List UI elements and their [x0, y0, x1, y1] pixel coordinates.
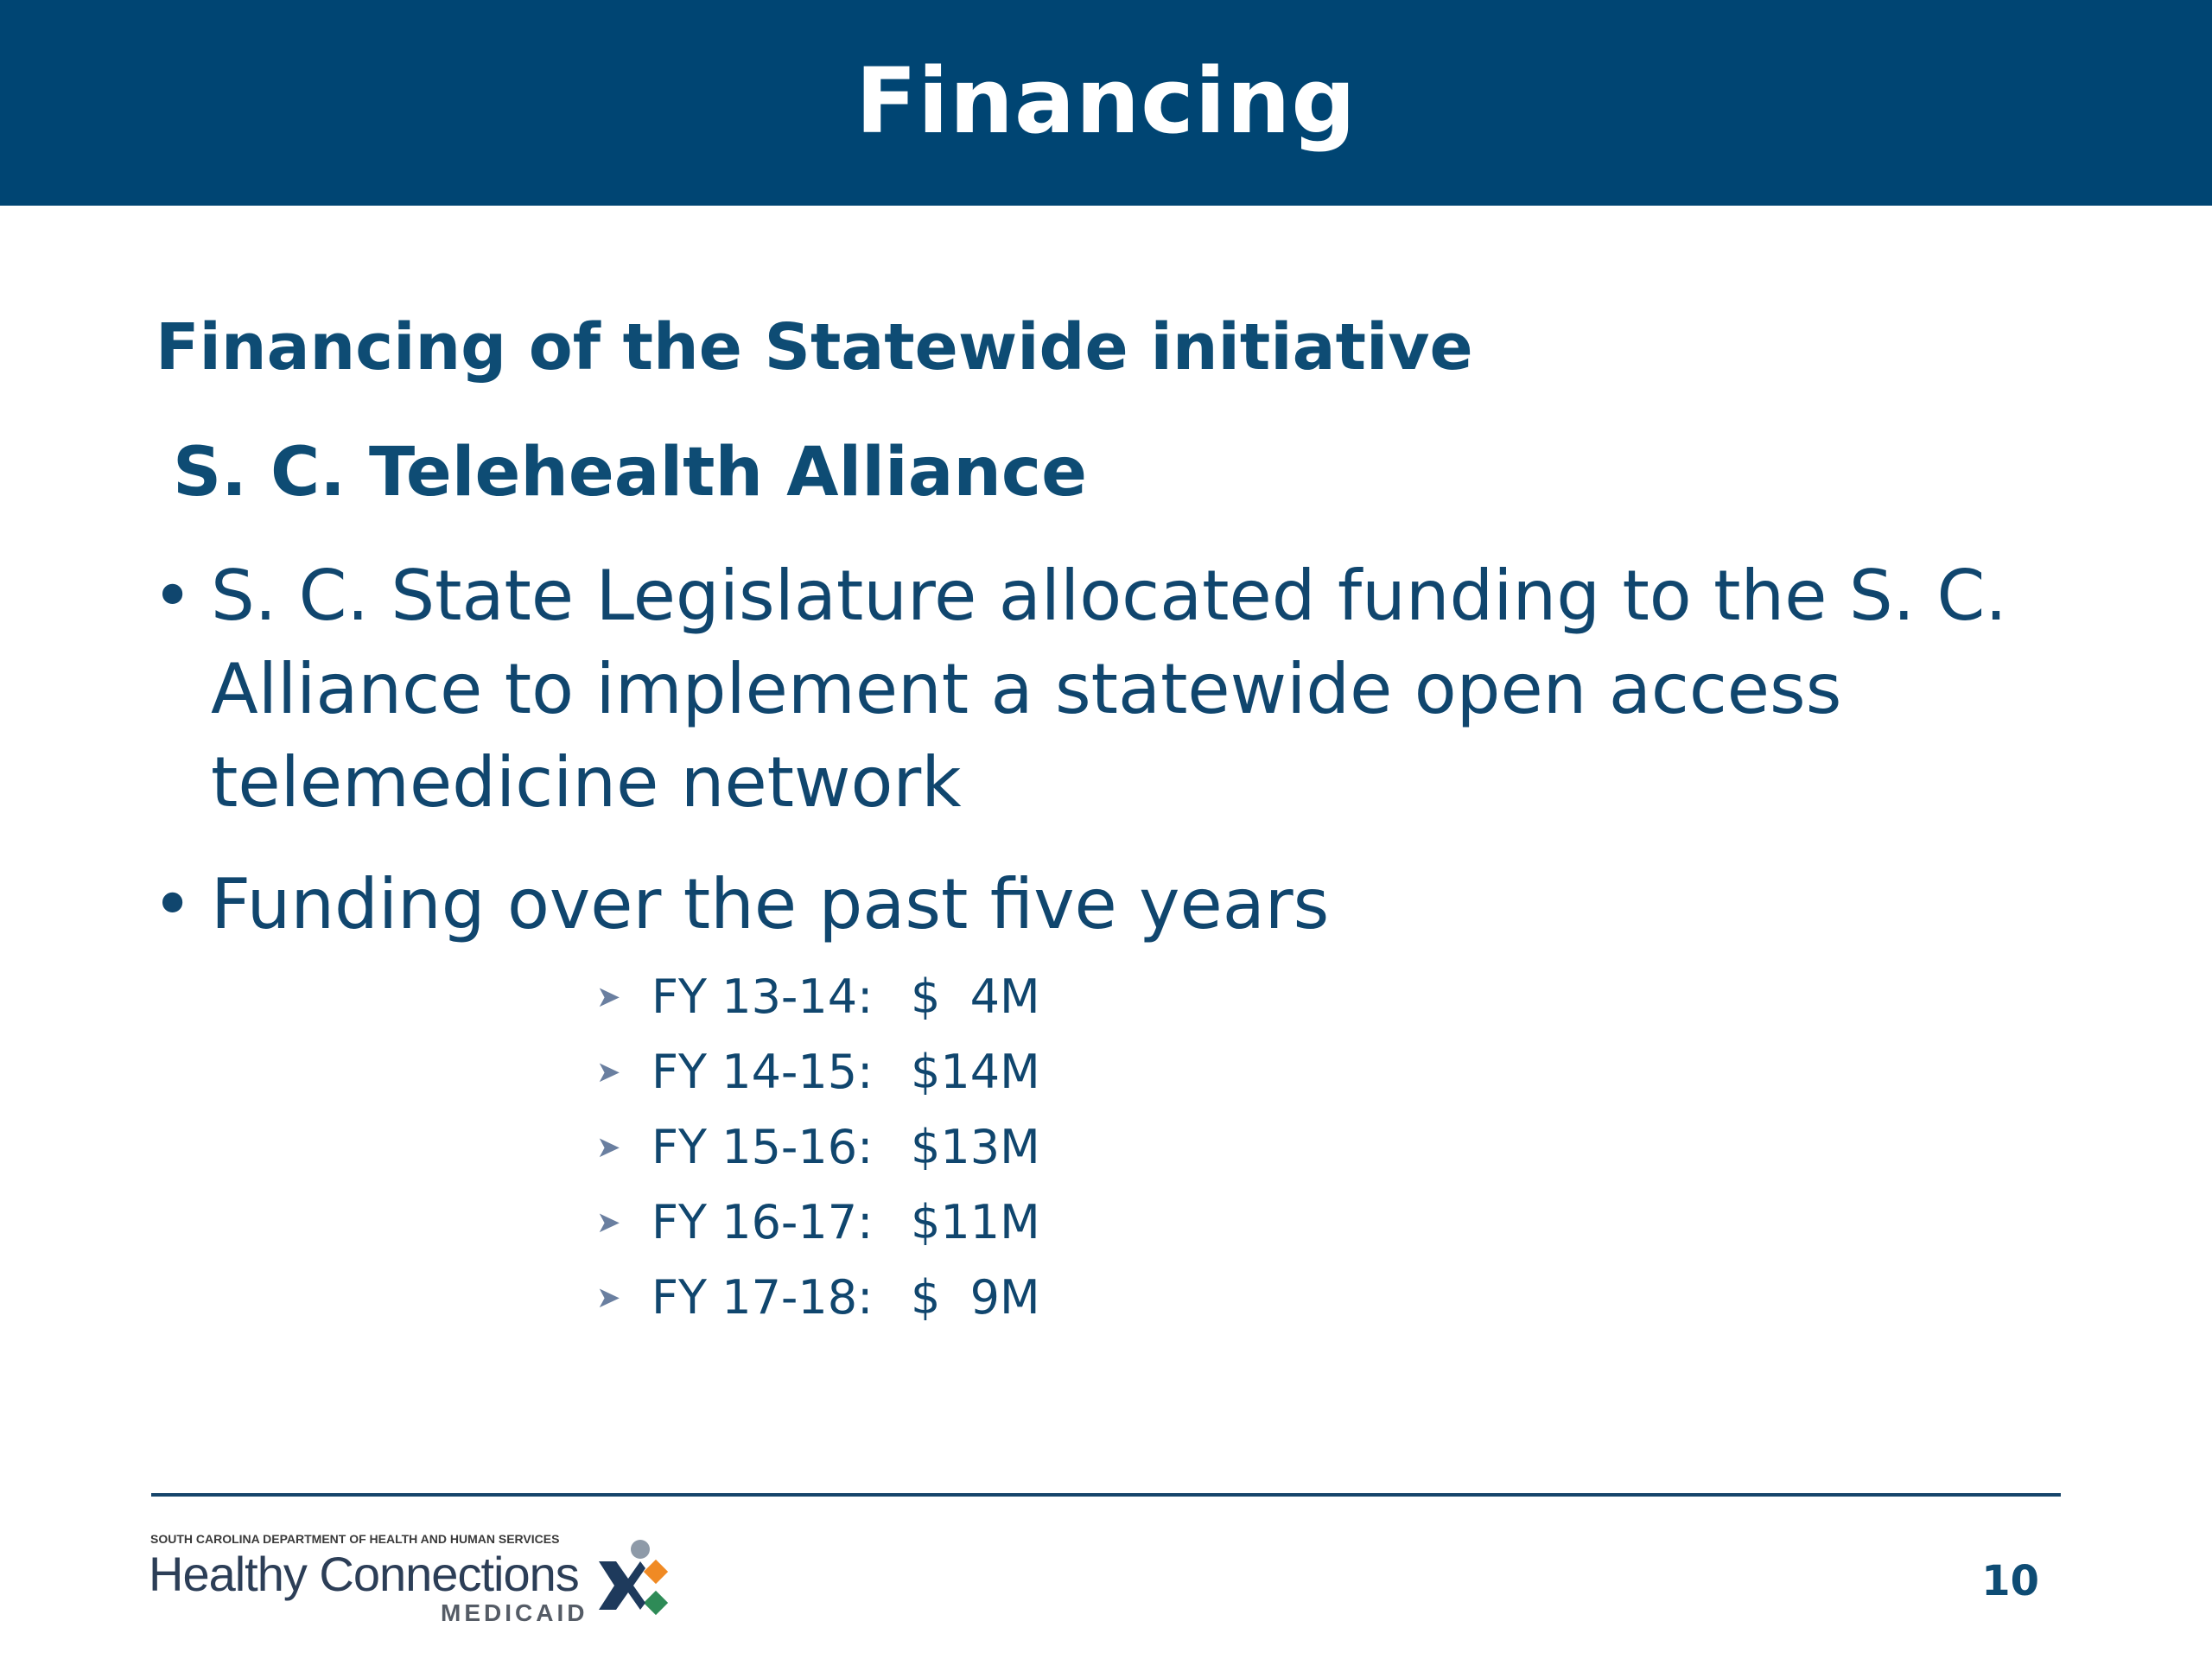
- section-heading: Financing of the Statewide initiative: [156, 310, 1473, 385]
- funding-amount: $ 9M: [911, 1270, 1040, 1325]
- bullet-line: Funding over the past five years: [211, 864, 1330, 944]
- bullet-text: [211, 858, 1329, 951]
- slide-title: Financing: [855, 48, 1357, 154]
- footer-divider: [151, 1493, 2061, 1497]
- bullet-line: S. C. State Legislature allocated funding to the S. C.: [211, 556, 2007, 636]
- arrowhead-icon: ➤: [596, 1130, 621, 1165]
- funding-year: FY 15-16:: [652, 1120, 874, 1174]
- bullet-text: [211, 550, 2007, 830]
- funding-year: FY 13-14:: [652, 969, 874, 1024]
- bullet-dot-icon: •: [152, 556, 194, 636]
- funding-amount: $14M: [911, 1045, 1040, 1099]
- bullet-line: Alliance to implement a statewide open access: [211, 649, 1842, 729]
- funding-year: FY 14-15:: [652, 1045, 874, 1099]
- arrowhead-icon: ➤: [596, 1055, 621, 1090]
- page-number: 10: [1981, 1557, 2039, 1605]
- title-band: [0, 0, 2212, 206]
- healthy-connections-logo: [149, 1532, 684, 1627]
- funding-amount: $11M: [911, 1195, 1040, 1249]
- arrowhead-icon: ➤: [596, 1205, 621, 1240]
- funding-year: FY 16-17:: [652, 1195, 874, 1249]
- funding-amount: $13M: [911, 1120, 1040, 1174]
- logo-sub-text: MEDICAID: [441, 1599, 588, 1626]
- funding-amount: $ 4M: [911, 969, 1040, 1024]
- logo-agency-text: SOUTH CAROLINA DEPARTMENT OF HEALTH AND HUMAN SERVICES: [150, 1532, 560, 1546]
- bullet-dot-icon: •: [152, 864, 194, 944]
- arrowhead-icon: ➤: [596, 1281, 621, 1315]
- section-subheading: S. C. Telehealth Alliance: [173, 434, 1088, 512]
- funding-year: FY 17-18:: [652, 1270, 874, 1325]
- logo-main-text: Healthy Connections: [149, 1547, 579, 1601]
- healthy-connections-mark-icon: [594, 1539, 680, 1625]
- arrowhead-icon: ➤: [596, 980, 621, 1014]
- bullet-line: telemedicine network: [211, 742, 962, 823]
